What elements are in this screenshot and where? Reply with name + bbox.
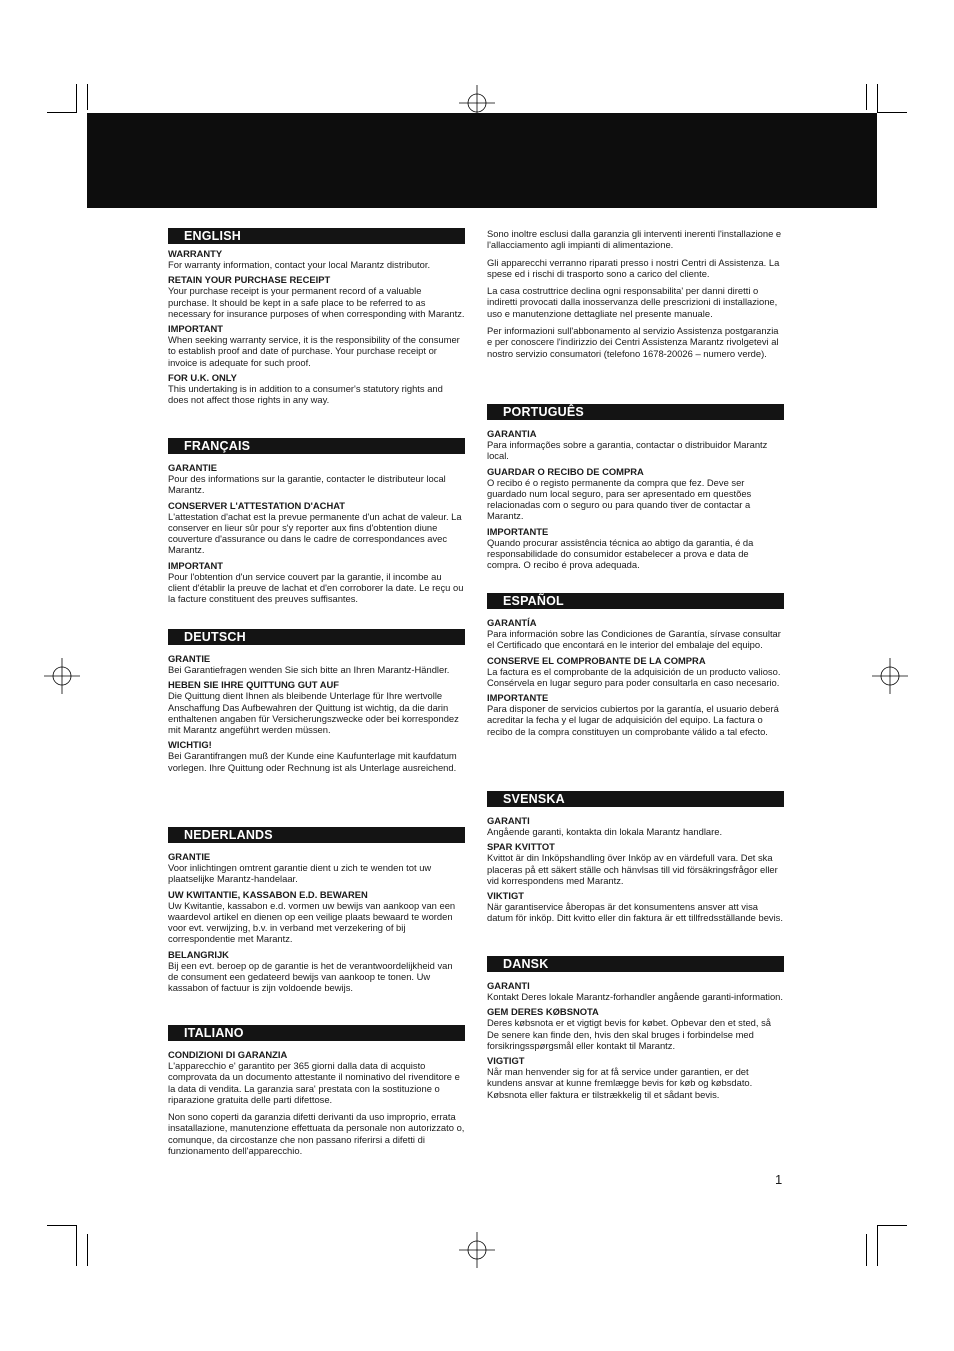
section-header: ENGLISH	[168, 228, 465, 244]
section-header: SVENSKA	[487, 791, 784, 807]
crop-mark	[76, 84, 77, 112]
paragraph: La factura es el comprobante de la adquisición de un producto valioso. Consérvela en lugar seguro para poder consultarla en caso necesario.	[487, 665, 781, 688]
subheading: IMPORTANTE	[487, 692, 549, 704]
crop-mark	[866, 84, 867, 110]
subheading: GARANTI	[487, 815, 530, 826]
crop-mark	[877, 1226, 878, 1266]
section-italiano	[168, 1025, 465, 1156]
subheading: GRANTIE	[168, 851, 211, 862]
section-header: DEUTSCH	[168, 629, 465, 645]
subheading: GARANTIE	[168, 462, 217, 473]
subheading: VIGTIGT	[487, 1055, 525, 1067]
section-header: ITALIANO	[168, 1025, 465, 1041]
paragraph: Voor inlichtingen omtrent garantie dient u zich te wenden tot uw plaatselijke Marantz-handelaar.	[168, 862, 432, 885]
paragraph: Sono inoltre esclusi dalla garanzia gli interventi inerenti l'installazione e l'allacciamento agli impianti di alimentazione.	[487, 228, 782, 251]
section-francais	[168, 438, 465, 605]
subheading: IMPORTANTE	[487, 525, 549, 537]
subheading: UW KWITANTIE, KASSABON E.D. BEWAREN	[168, 888, 368, 900]
crop-mark	[877, 112, 907, 113]
paragraph: Quando procurar assistência técnica ao abtigo da garantia, é da responsabilidade do consumidor estabelecer a prova e data de compra. O recibo é prova adequada.	[487, 536, 754, 571]
section-dansk	[487, 956, 784, 1100]
registration-mark-right-icon	[872, 658, 908, 694]
crop-mark	[866, 1234, 867, 1266]
section-italiano-continued	[487, 228, 784, 359]
subheading: GARANTI	[487, 980, 530, 991]
subheading: CONSERVE EL COMPROBANTE DE LA COMPRA	[487, 654, 706, 666]
header-banner	[87, 113, 877, 208]
paragraph: O recibo é o registo permanente da compra que fez. Deve ser guardado num local seguro, para ser apresentado em questões relacionadas com o seguro ou para quando tiver de contactar a Marantz.	[487, 476, 752, 522]
paragraph: Die Quittung dient Ihnen als bleibende Unterlage für Ihre wertvolle Anschaffung Das Aufbewahren der Quittung ist wichtig, da die darin enthaltenen angaben für Versicherungszwecke oder bei korrespondez mit Marantz angeführt werden müssen.	[168, 690, 459, 736]
subheading: VIKTIGT	[487, 890, 524, 902]
paragraph: Non sono coperti da garanzia difetti derivanti da uso improprio, errata insatallazione, manutenzione effettuata da personale non autorizzato o, comunque, da circostanze che non passano riferirsi a difetti di funzionamento dell'apparecchio.	[168, 1111, 465, 1157]
paragraph: Pour des informations sur la garantie, contacter le distributeur local Marantz.	[168, 473, 446, 496]
section-header: PORTUGUÊS	[487, 404, 784, 420]
page-number: 1	[775, 1172, 783, 1187]
paragraph: Para informações sobre a garantia, contactar o distribuidor Marantz local.	[487, 439, 768, 462]
subheading: BELANGRIJK	[168, 948, 229, 960]
paragraph: Bei Garantifrangen muß der Kunde eine Kaufunterlage mit kaufdatum vorlegen. Ihre Quittung oder Rechnung ist als Unterlage ausreichend.	[168, 750, 457, 773]
paragraph: When seeking warranty service, it is the responsibility of the consumer to establish proof and date of purchase. Your purchase receipt or invoice is adequate for such proof.	[168, 334, 460, 368]
subheading: GARANTÍA	[487, 617, 537, 628]
section-svenska	[487, 791, 784, 924]
crop-mark	[877, 84, 878, 112]
subheading: HEBEN SIE IHRE QUITTUNG GUT AUF	[168, 679, 340, 691]
subheading: GUARDAR O RECIBO DE COMPRA	[487, 465, 644, 477]
section-header: DANSK	[487, 956, 784, 972]
crop-mark	[76, 1226, 77, 1266]
subheading: IMPORTANT	[168, 559, 224, 571]
crop-mark	[877, 1225, 907, 1226]
registration-mark-left-icon	[44, 658, 80, 694]
paragraph: Per informazioni sull'abbonamento al servizio Assistenza postgaranzia e per conoscere l'indirizzio dei Centri Assistenza Marantz rivolgetevi al nostro servizio consumatori (telefono 1678-20026 – numero verde).	[487, 325, 779, 359]
paragraph: L'attestation d'achat est la prevue permanente d'un achat de valeur. La conserver en lieur sûr pour s'y reporter aux fins d'obtention diune couverture d'assurance ou dans le cadre de correspondances avec Marantz.	[168, 510, 462, 556]
crop-mark	[87, 84, 88, 110]
paragraph: Para disponer de servicios cubiertos por la garantía, el usuario deberá acreditar la fecha y el lugar de adquisición del equipo. La factura o recibo de la compra constituyen un comprobante válido a tal efecto.	[487, 703, 779, 737]
subheading: FOR U.K. ONLY	[168, 372, 237, 384]
subheading: GARANTIA	[487, 428, 537, 439]
subheading: WARRANTY	[168, 248, 223, 259]
paragraph: La casa costruttrice declina ogni responsabilita' per danni diretti o indiretti provocati dalla inosservanza delle prescrizioni di installazione, uso e manutenzione dettagliate nel presente manuale.	[487, 285, 778, 319]
paragraph: Kvittot är din Inköpshandling över Inköp av en värdefull vara. Det ska placeras på ett säkert ställe och hänvlsas till vid försäkringsfrågor eller vid korrespondens med Marantz.	[487, 852, 778, 886]
paragraph: Deres købsnota er et vigtigt bevis for købet. Opbevar den et sted, så De senere kan finde den, hvis den skal bruges i forbindelse med forsikringsspørgsmål eller kontakt til Marantz.	[487, 1017, 771, 1051]
paragraph: Bij een evt. beroep op de garantie is het de verantwoordelijkheid van de consument een gedateerd bewijs van aankoop te tonen. Uw kassabon of factuur is zijn voldoende bewijs.	[168, 959, 453, 994]
crop-mark	[87, 1234, 88, 1266]
paragraph: Bei Garantiefragen wenden Sie sich bitte an Ihren Marantz-Händler.	[168, 664, 450, 675]
paragraph: Para información sobre las Condiciones de Garantía, sírvase consultar el Certificado que encontará en le interior del embalaje del equipo.	[487, 628, 781, 651]
paragraph: Når man henvender sig for at få service under garantien, er det kundens ansvar at kunne fremlægge bevis for køb og købsdato. Købsnota eller faktura er tilstrækkelig til et sådant bevis.	[487, 1066, 753, 1100]
subheading: GEM DERES KØBSNOTA	[487, 1006, 599, 1018]
section-portugues	[487, 404, 784, 571]
paragraph: Gli apparecchi verranno riparati presso i nostri Centri di Assistenza. La spese ed i rischi di trasporto sono a carico del cliente.	[487, 256, 780, 279]
paragraph: For warranty information, contact your local Marantz distributor.	[168, 259, 431, 270]
section-nederlands	[168, 827, 465, 994]
subheading: SPAR KVITTOT	[487, 841, 555, 853]
section-header: FRANÇAIS	[168, 438, 465, 454]
subheading: WICHTIG!	[168, 739, 212, 751]
registration-mark-bottom-icon	[459, 1232, 495, 1268]
paragraph: När garantiservice åberopas är det konsumentens ansver att visa datum för inköp. Ditt kvitto eller din faktura är ett tillfredsställande bevis.	[487, 901, 783, 924]
paragraph: Your purchase receipt is your permanent record of a valuable purchase. It should be kept in a safe place to be referred to as necessary for insurance purposes of when corresponding with Marantz.	[168, 285, 465, 319]
section-english	[168, 228, 465, 406]
crop-mark	[47, 1225, 77, 1226]
paragraph: L'apparecchio e' garantito per 365 giorni dalla data di acquisto comprovata da un documento attestante il nominativo del rivenditore e la data di vendita. La garanzia sara' prestata con la sostituzione o riparazione gratuita delle parti difettose.	[168, 1060, 460, 1105]
paragraph: Uw Kwitantie, kassabon e.d. vormen uw bewijs van aankoop van een waardevol artikel en dienen op een veilige plaats bewaard te worden voor evt. verwijzing, b.v. in verband met verzekering of bij correspondentie met Marantz.	[168, 899, 456, 945]
subheading: RETAIN YOUR PURCHASE RECEIPT	[168, 274, 331, 286]
section-deutsch	[168, 629, 465, 773]
subheading: IMPORTANT	[168, 323, 224, 335]
crop-mark	[47, 112, 77, 113]
section-header: ESPAÑOL	[487, 593, 784, 609]
paragraph: Pour l'obtention d'un service couvert par la garantie, il incombe au client d'établir la preuve de lachat et d'en corroborer la date. Le reçu ou la facture constituent des preuves suffisantes.	[168, 570, 464, 605]
section-espanol	[487, 593, 784, 737]
paragraph: Angående garanti, kontakta din lokala Marantz handlare.	[487, 826, 723, 837]
subheading: CONSERVER L'ATTESTATION D'ACHAT	[168, 499, 346, 511]
subheading: CONDIZIONI DI GARANZIA	[168, 1049, 288, 1060]
paragraph: This undertaking is in addition to a consumer's statutory rights and does not affect those rights in any way.	[168, 383, 443, 406]
subheading: GRANTIE	[168, 653, 211, 664]
paragraph: Kontakt Deres lokale Marantz-forhandler angående garanti-information.	[487, 991, 783, 1002]
section-header: NEDERLANDS	[168, 827, 465, 843]
